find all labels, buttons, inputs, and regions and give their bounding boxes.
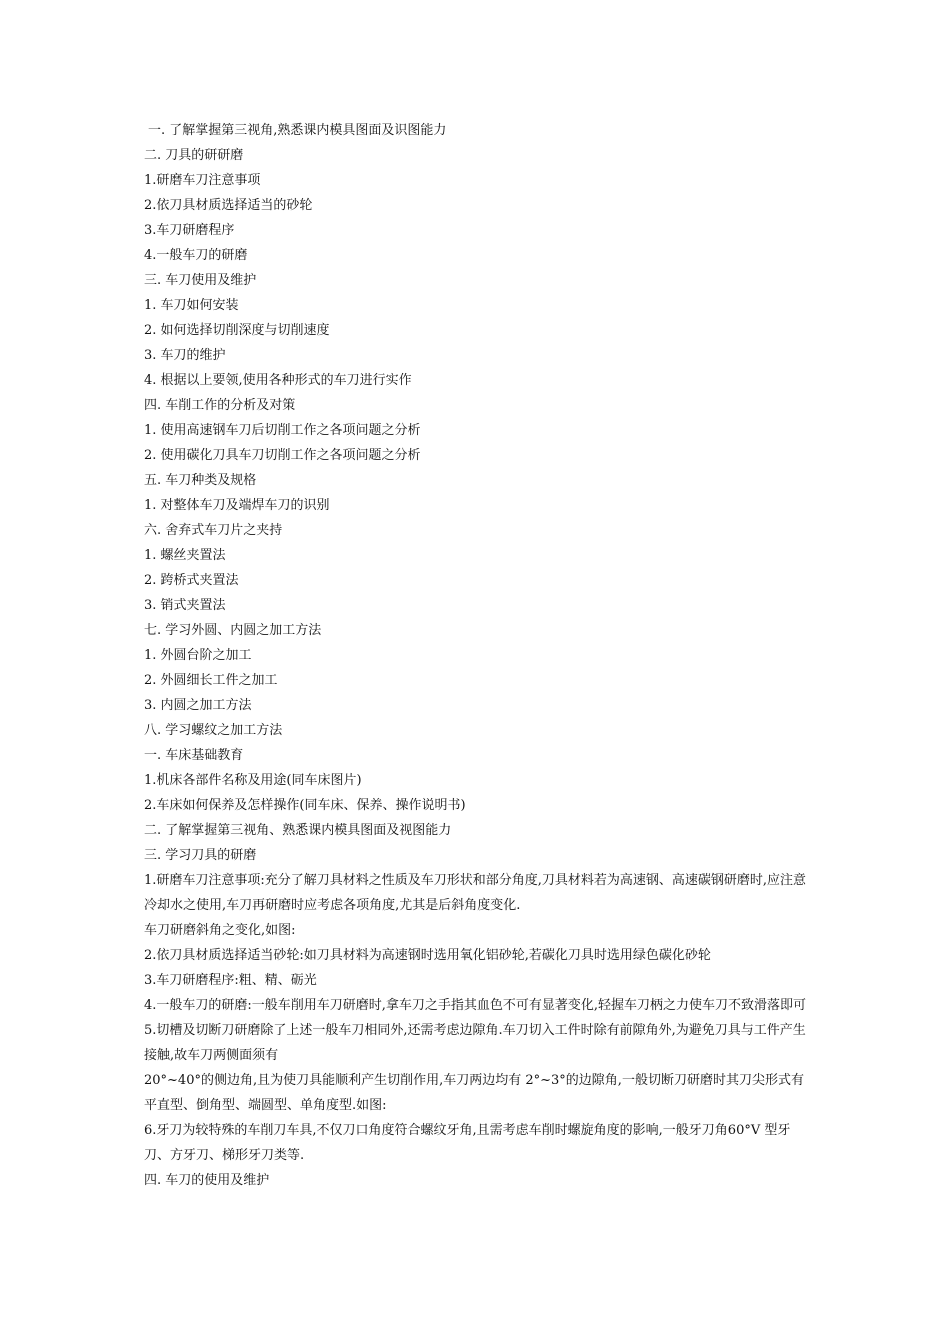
heading-lathe-basics: 一. 车床基础教育 bbox=[144, 748, 244, 763]
heading-3-tool-use: 三. 车刀使用及维护 bbox=[144, 273, 257, 288]
document-body bbox=[144, 118, 810, 1193]
heading-tool-grinding-2: 三. 学习刀具的研磨 bbox=[144, 848, 257, 863]
list-item: 2. 跨桥式夹置法 bbox=[144, 573, 239, 588]
paragraph: 2.依刀具材质选择适当砂轮:如刀具材料为高速钢时选用氧化铝砂轮,若碳化刀具时选用绿色碳化砂轮 bbox=[144, 948, 711, 963]
paragraph: 1.研磨车刀注意事项:充分了解刀具材料之性质及车刀形状和部分角度,刀具材料若为高速钢、高速碳钢研磨时,应注意冷却水之使用,车刀再研磨时应考虑各项角度,尤其是后斜角度变化. bbox=[144, 873, 807, 913]
paragraph: 20°~40°的侧边角,且为使刀具能顺利产生切削作用,车刀两边均有 2°~3°的边隙角,一般切断刀研磨时其刀尖形式有平直型、倒角型、端圆型、单角度型.如图: bbox=[144, 1073, 804, 1113]
list-item: 2.依刀具材质选择适当的砂轮 bbox=[144, 198, 313, 213]
list-item: 2.车床如何保养及怎样操作(同车床、保养、操作说明书) bbox=[144, 798, 466, 813]
heading-tool-use-2: 四. 车刀的使用及维护 bbox=[144, 1173, 270, 1188]
list-item: 3. 销式夹置法 bbox=[144, 598, 226, 613]
list-item: 1. 外圆台阶之加工 bbox=[144, 648, 252, 663]
paragraph: 6.牙刀为较特殊的车削刀车具,不仅刀口角度符合螺纹牙角,且需考虑车削时螺旋角度的影响,一般牙刀角60°V 型牙刀、方牙刀、梯形牙刀类等. bbox=[144, 1123, 791, 1163]
heading-4-analysis: 四. 车削工作的分析及对策 bbox=[144, 398, 296, 413]
paragraph: 4.一般车刀的研磨:一般车削用车刀研磨时,拿车刀之手指其血色不可有显著变化,轻握车刀柄之力使车刀不致滑落即可 bbox=[144, 998, 807, 1013]
paragraph: 车刀研磨斜角之变化,如图: bbox=[144, 923, 296, 938]
list-item: 2. 使用碳化刀具车刀切削工作之各项问题之分析 bbox=[144, 448, 421, 463]
list-item: 1.机床各部件名称及用途(同车床图片) bbox=[144, 773, 362, 788]
heading-5-tool-types: 五. 车刀种类及规格 bbox=[144, 473, 257, 488]
paragraph: 5.切槽及切断刀研磨除了上述一般车刀相同外,还需考虑边隙角.车刀切入工件时除有前隙角外,为避免刀具与工件产生接触,故车刀两侧面须有 bbox=[144, 1023, 806, 1063]
list-item: 2. 外圆细长工件之加工 bbox=[144, 673, 278, 688]
list-item: 3. 内圆之加工方法 bbox=[144, 698, 252, 713]
heading-7-turning-methods: 七. 学习外圆、内圆之加工方法 bbox=[144, 623, 322, 638]
list-item: 4. 根据以上要领,使用各种形式的车刀进行实作 bbox=[144, 373, 412, 388]
heading-2-tool-grinding: 二. 刀具的研研磨 bbox=[144, 148, 244, 163]
paragraph: 3.车刀研磨程序:粗、精、砺光 bbox=[144, 973, 317, 988]
list-item: 2. 如何选择切削深度与切削速度 bbox=[144, 323, 330, 338]
heading-6-insert-clamping: 六. 舍弃式车刀片之夹持 bbox=[144, 523, 283, 538]
list-item: 1. 车刀如何安装 bbox=[144, 298, 239, 313]
heading-third-angle-2: 二. 了解掌握第三视角、熟悉课内模具图面及视图能力 bbox=[144, 823, 452, 838]
heading-1-third-angle: 一. 了解掌握第三视角,熟悉课内模具图面及识图能力 bbox=[148, 123, 447, 138]
list-item: 1. 对整体车刀及端焊车刀的识别 bbox=[144, 498, 330, 513]
list-item: 3.车刀研磨程序 bbox=[144, 223, 235, 238]
list-item: 1. 使用高速钢车刀后切削工作之各项问题之分析 bbox=[144, 423, 421, 438]
heading-8-threading: 八. 学习螺纹之加工方法 bbox=[144, 723, 283, 738]
list-item: 1.研磨车刀注意事项 bbox=[144, 173, 261, 188]
list-item: 4.一般车刀的研磨 bbox=[144, 248, 248, 263]
list-item: 3. 车刀的维护 bbox=[144, 348, 226, 363]
list-item: 1. 螺丝夹置法 bbox=[144, 548, 226, 563]
